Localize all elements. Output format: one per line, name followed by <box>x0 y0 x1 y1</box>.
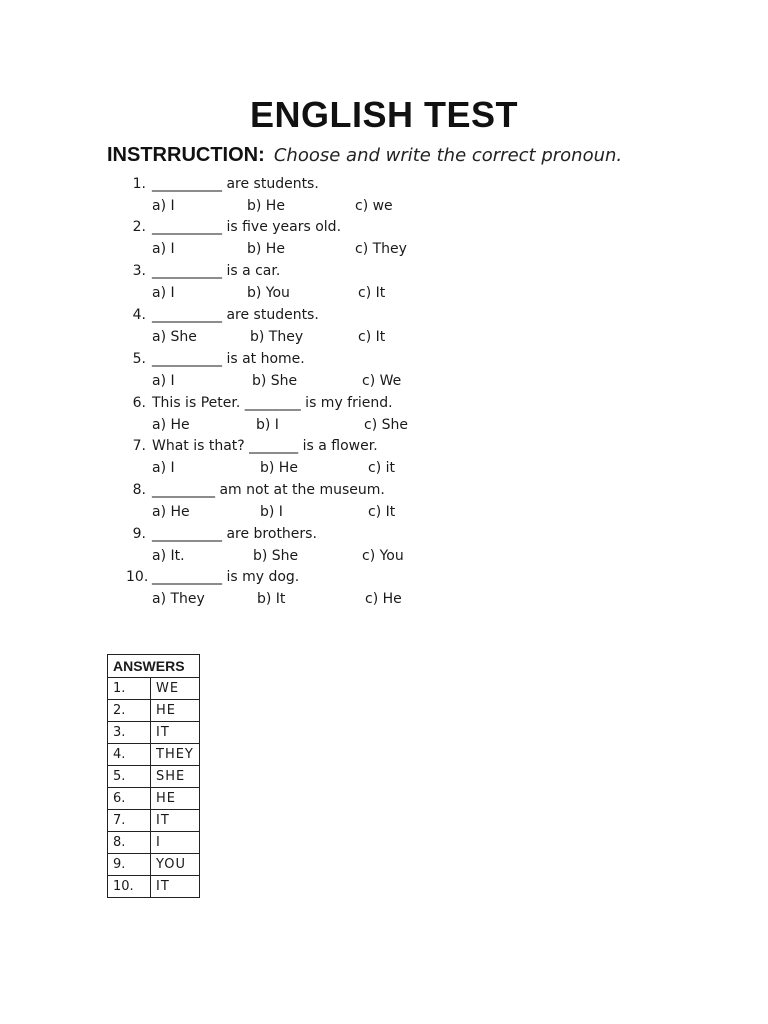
option-b: b) She <box>253 548 299 564</box>
question-9 <box>0 524 768 568</box>
answer-value: HE <box>151 700 200 722</box>
answer-number: 2. <box>108 700 151 722</box>
option-b: b) I <box>260 504 283 520</box>
answer-number: 4. <box>108 744 151 766</box>
answer-value: HE <box>151 788 200 810</box>
question-6 <box>0 393 768 437</box>
answer-value: IT <box>151 810 200 832</box>
instruction-text: Choose and write the correct pronoun. <box>273 145 623 166</box>
question-number: 7. <box>132 438 146 454</box>
answer-number: 1. <box>108 678 151 700</box>
question-1 <box>0 174 768 218</box>
question-5 <box>0 349 768 393</box>
instruction <box>107 144 707 172</box>
option-a: a) I <box>152 373 175 389</box>
question-4 <box>0 305 768 349</box>
option-a: a) He <box>152 504 190 520</box>
option-b: b) He <box>260 460 298 476</box>
table-row <box>108 854 200 876</box>
question-text: _________ am not at the museum. <box>152 482 385 498</box>
option-a: a) I <box>152 241 175 257</box>
option-b: b) He <box>247 241 285 257</box>
option-a: a) He <box>152 417 190 433</box>
option-b: b) They <box>250 329 304 345</box>
answers-table <box>107 654 200 898</box>
question-number: 4. <box>132 307 146 323</box>
page-title: ENGLISH TEST <box>249 94 519 135</box>
option-c: c) You <box>362 548 404 564</box>
option-b: b) She <box>252 373 298 389</box>
answer-value: IT <box>151 876 200 898</box>
option-a: a) It. <box>152 548 185 564</box>
answer-number: 6. <box>108 788 151 810</box>
answer-value: WE <box>151 678 200 700</box>
question-10 <box>0 567 768 611</box>
answer-number: 3. <box>108 722 151 744</box>
option-c: c) It <box>358 285 386 301</box>
option-c: c) It <box>368 504 396 520</box>
question-number: 1. <box>132 176 146 192</box>
answer-number: 5. <box>108 766 151 788</box>
answer-value: THEY <box>151 744 200 766</box>
question-number: 6. <box>132 395 146 411</box>
option-b: b) You <box>247 285 290 301</box>
question-number: 9. <box>132 526 146 542</box>
question-text: What is that? _______ is a flower. <box>152 438 378 454</box>
question-text: __________ is at home. <box>152 351 305 367</box>
answers-header-row <box>108 655 200 678</box>
question-text: __________ is my dog. <box>152 569 300 585</box>
question-3 <box>0 261 768 305</box>
question-number: 5. <box>132 351 146 367</box>
option-c: c) She <box>364 417 408 433</box>
table-row <box>108 744 200 766</box>
question-7 <box>0 436 768 480</box>
answer-value: SHE <box>151 766 200 788</box>
answer-number: 7. <box>108 810 151 832</box>
option-a: a) I <box>152 198 175 214</box>
option-a: a) They <box>152 591 205 607</box>
question-text: __________ are students. <box>152 307 319 323</box>
answer-value: I <box>151 832 200 854</box>
answer-number: 9. <box>108 854 151 876</box>
answer-value: IT <box>151 722 200 744</box>
option-c: c) It <box>358 329 386 345</box>
table-row <box>108 678 200 700</box>
table-row <box>108 876 200 898</box>
option-c: c) We <box>362 373 402 389</box>
answer-number: 10. <box>108 876 151 898</box>
question-number: 2. <box>132 219 146 235</box>
question-number: 3. <box>132 263 146 279</box>
question-number: 8. <box>132 482 146 498</box>
question-text: This is Peter. ________ is my friend. <box>152 395 393 411</box>
question-8 <box>0 480 768 524</box>
question-number: 10. <box>126 569 149 585</box>
table-row <box>108 700 200 722</box>
question-text: __________ are brothers. <box>152 526 317 542</box>
option-a: a) I <box>152 285 175 301</box>
option-c: c) He <box>365 591 402 607</box>
question-text: __________ is five years old. <box>152 219 342 235</box>
table-row <box>108 722 200 744</box>
option-b: b) He <box>247 198 285 214</box>
answer-value: YOU <box>151 854 200 876</box>
table-row <box>108 810 200 832</box>
option-c: c) we <box>355 198 393 214</box>
question-text: __________ is a car. <box>152 263 281 279</box>
answer-number: 8. <box>108 832 151 854</box>
option-c: c) They <box>355 241 407 257</box>
question-text: __________ are students. <box>152 176 319 192</box>
option-c: c) it <box>368 460 395 476</box>
table-row <box>108 832 200 854</box>
table-row <box>108 766 200 788</box>
option-b: b) I <box>256 417 279 433</box>
instruction-label: INSTRRUCTION: <box>107 144 265 166</box>
option-b: b) It <box>257 591 286 607</box>
option-a: a) I <box>152 460 175 476</box>
option-a: a) She <box>152 329 197 345</box>
table-row <box>108 788 200 810</box>
answers-header: ANSWERS <box>108 655 200 678</box>
question-2 <box>0 217 768 261</box>
